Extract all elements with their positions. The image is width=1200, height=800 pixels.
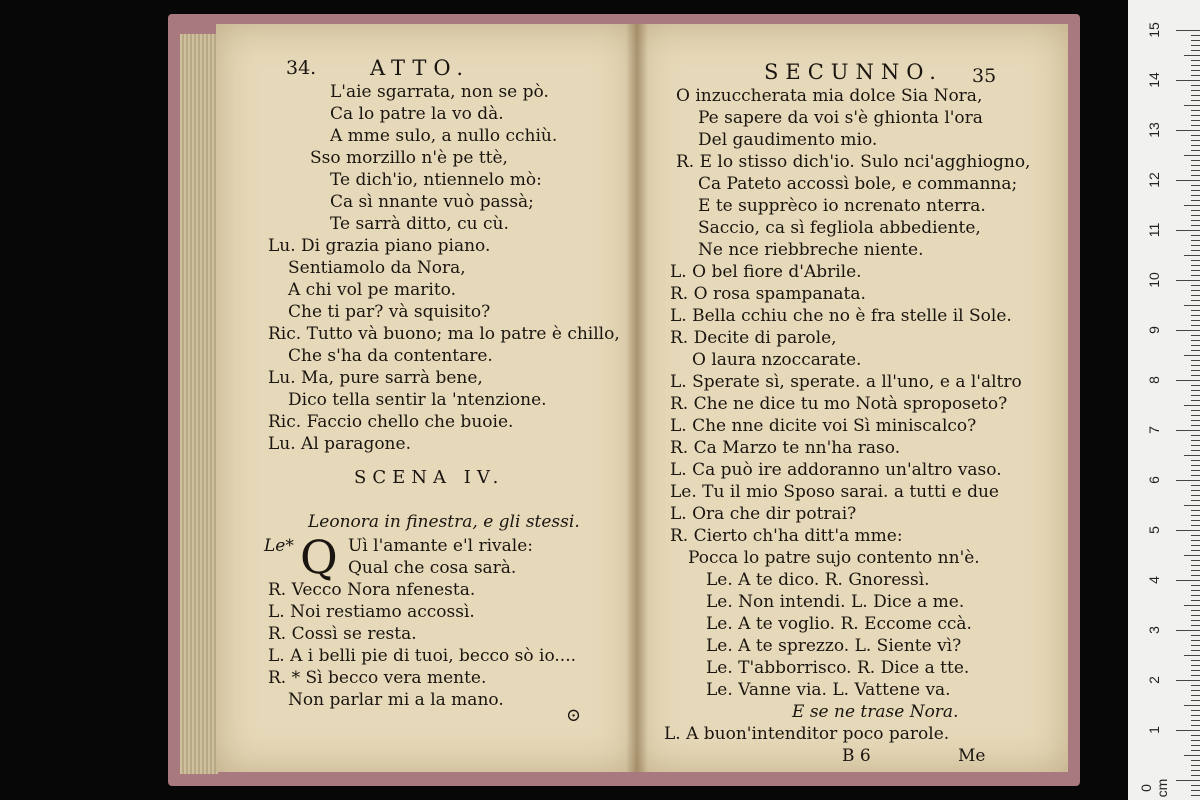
ruler-tick: [1191, 235, 1200, 236]
ruler-tick: [1191, 720, 1200, 721]
verse-line: Saccio, ca sì fegliola abbediente,: [698, 218, 981, 238]
verse-line: Le. A te sprezzo. L. Siente vì?: [706, 636, 962, 656]
ruler-label: 9: [1146, 326, 1162, 334]
verse-line: E te supprèco io ncrenato nterra.: [698, 196, 986, 216]
ruler-tick: [1191, 460, 1200, 461]
ruler-tick: [1191, 70, 1200, 71]
ruler-tick: [1191, 325, 1200, 326]
ruler-tick: [1191, 75, 1200, 76]
ruler-tick: [1191, 245, 1200, 246]
verse-line: R. O rosa spampanata.: [670, 284, 866, 304]
verse-line: R. * Sì becco vera mente.: [268, 668, 487, 688]
ruler-tick: [1191, 625, 1200, 626]
verse-line: R. Decite di parole,: [670, 328, 837, 348]
verse-line: L. Ora che dir potrai?: [670, 504, 857, 524]
ruler-tick: [1191, 300, 1200, 301]
ruler-tick: [1191, 210, 1200, 211]
ruler-tick: [1191, 145, 1200, 146]
verse-line: R. Che ne dice tu mo Notà sproposeto?: [670, 394, 1008, 414]
verse-line: R. Vecco Nora nfenesta.: [268, 580, 476, 600]
ruler-tick: [1191, 660, 1200, 661]
ruler-tick: [1191, 565, 1200, 566]
ruler-tick: [1191, 560, 1200, 561]
ruler-tick: [1191, 110, 1200, 111]
ruler-tick: [1191, 50, 1200, 51]
ruler-tick: [1191, 610, 1200, 611]
ruler-tick: [1191, 575, 1200, 576]
verse-line: R. E lo stisso dich'io. Sulo nci'agghiogno,: [676, 152, 1031, 172]
ruler-tick: [1191, 220, 1200, 221]
ruler-tick: [1191, 360, 1200, 361]
verse-line: Ca lo patre la vo dà.: [330, 104, 504, 124]
verse-line: L. A i belli pie di tuoi, becco sò io....: [268, 646, 577, 666]
ruler-tick: [1191, 60, 1200, 61]
ruler-label: 6: [1146, 476, 1162, 484]
ruler-tick: [1191, 700, 1200, 701]
page-number: 35: [972, 65, 997, 87]
ruler-tick: [1191, 790, 1200, 791]
signature-mark: B 6: [842, 746, 871, 766]
speaker-label: Le*: [264, 536, 294, 556]
ruler-tick: [1184, 305, 1200, 306]
ruler-tick: [1191, 265, 1200, 266]
ruler-tick: [1191, 115, 1200, 116]
ruler-tick: [1191, 170, 1200, 171]
ruler-tick: [1191, 200, 1200, 201]
verse-line: Pe sapere da voi s'è ghionta l'ora: [698, 108, 983, 128]
ruler-tick: [1191, 470, 1200, 471]
ruler-label: 1: [1146, 726, 1162, 734]
ruler-tick: [1176, 180, 1200, 181]
ruler-tick: [1191, 435, 1200, 436]
ruler-tick: [1184, 355, 1200, 356]
ruler-tick: [1191, 375, 1200, 376]
verse-line: L. Che nne dicite voi Sì miniscalco?: [670, 416, 977, 436]
right-page: [636, 24, 1068, 772]
page-number: 34.: [286, 57, 317, 79]
ruler-tick: [1184, 705, 1200, 706]
ruler-tick: [1191, 475, 1200, 476]
ruler-tick: [1191, 415, 1200, 416]
ruler-label: 5: [1146, 526, 1162, 534]
ruler-label: 0 cm: [1138, 778, 1170, 798]
ruler-label: 13: [1146, 122, 1162, 138]
ruler-tick: [1191, 615, 1200, 616]
verse-line: A chi vol pe marito.: [288, 280, 457, 300]
ruler-tick: [1176, 580, 1200, 581]
ruler-tick: [1184, 55, 1200, 56]
ruler-tick: [1191, 215, 1200, 216]
ruler-label: 14: [1146, 72, 1162, 88]
ruler-label: 8: [1146, 376, 1162, 384]
ruler-tick: [1184, 755, 1200, 756]
ruler-tick: [1184, 555, 1200, 556]
ruler-tick: [1191, 450, 1200, 451]
ruler-tick: [1191, 520, 1200, 521]
ruler-tick: [1191, 95, 1200, 96]
running-head: ATTO.: [370, 56, 471, 80]
ruler-label: 11: [1146, 222, 1162, 238]
ruler-tick: [1191, 685, 1200, 686]
ruler-tick: [1191, 295, 1200, 296]
verse-line: Uì l'amante e'l rivale:: [348, 536, 534, 556]
verse-line: Te sarrà ditto, cu cù.: [330, 214, 509, 234]
verse-line: R. Cierto ch'ha ditt'a mme:: [670, 526, 903, 546]
running-head: SECUNNO.: [764, 60, 943, 84]
ruler-tick: [1176, 80, 1200, 81]
ruler-tick: [1191, 620, 1200, 621]
ruler-tick: [1191, 675, 1200, 676]
ruler-tick: [1191, 525, 1200, 526]
ruler-tick: [1191, 195, 1200, 196]
ruler-tick: [1191, 350, 1200, 351]
verse-line: Che ti par? và squisito?: [288, 302, 491, 322]
measurement-ruler: [1128, 0, 1200, 800]
ruler-tick: [1191, 390, 1200, 391]
ruler-tick: [1191, 570, 1200, 571]
verse-line: Lu. Di grazia piano piano.: [268, 236, 491, 256]
ruler-tick: [1176, 680, 1200, 681]
ruler-tick: [1184, 405, 1200, 406]
verse-line: Ca Pateto accossì bole, e commanna;: [698, 174, 1018, 194]
verse-line: O inzuccherata mia dolce Sia Nora,: [676, 86, 983, 106]
verse-line: Qual che cosa sarà.: [348, 558, 517, 578]
ruler-tick: [1191, 120, 1200, 121]
ruler-tick: [1191, 135, 1200, 136]
left-page: [216, 24, 636, 772]
verse-line: R. Cossì se resta.: [268, 624, 417, 644]
ruler-tick: [1191, 550, 1200, 551]
ruler-tick: [1191, 445, 1200, 446]
ruler-tick: [1191, 745, 1200, 746]
ruler-tick: [1191, 260, 1200, 261]
ruler-tick: [1191, 385, 1200, 386]
ruler-tick: [1191, 535, 1200, 536]
verse-line: A mme sulo, a nullo cchiù.: [330, 126, 558, 146]
verse-line: Le. A te voglio. R. Eccome ccà.: [706, 614, 972, 634]
ruler-tick: [1191, 250, 1200, 251]
catchword: Me: [958, 746, 986, 766]
ruler-tick: [1191, 640, 1200, 641]
verse-line: Pocca lo patre sujo contento nn'è.: [688, 548, 980, 568]
ruler-tick: [1184, 105, 1200, 106]
ruler-tick: [1191, 585, 1200, 586]
ruler-tick: [1184, 155, 1200, 156]
ruler-tick: [1191, 190, 1200, 191]
verse-line: L. Ca può ire addoranno un'altro vaso.: [670, 460, 1002, 480]
ruler-tick: [1191, 420, 1200, 421]
ruler-tick: [1191, 600, 1200, 601]
ruler-tick: [1191, 345, 1200, 346]
ruler-tick: [1191, 590, 1200, 591]
ruler-tick: [1191, 670, 1200, 671]
ruler-tick: [1191, 240, 1200, 241]
ruler-tick: [1191, 65, 1200, 66]
ruler-tick: [1191, 125, 1200, 126]
ruler-tick: [1191, 285, 1200, 286]
verse-line: Che s'ha da contentare.: [288, 346, 493, 366]
ruler-tick: [1191, 770, 1200, 771]
ruler-tick: [1191, 395, 1200, 396]
ruler-tick: [1191, 775, 1200, 776]
ruler-tick: [1176, 630, 1200, 631]
verse-line: L. Sperate sì, sperate. a ll'uno, e a l'altro: [670, 372, 1022, 392]
ruler-tick: [1191, 710, 1200, 711]
ruler-tick: [1191, 440, 1200, 441]
ruler-tick: [1191, 370, 1200, 371]
ruler-tick: [1191, 725, 1200, 726]
verse-line: R. Ca Marzo te nn'ha raso.: [670, 438, 901, 458]
verse-line: Le. Vanne via. L. Vattene va.: [706, 680, 951, 700]
ornament-icon: ⊙: [566, 705, 582, 726]
stage-direction: E se ne trase Nora.: [792, 702, 959, 722]
ruler-tick: [1191, 290, 1200, 291]
scene-title: SCENA IV.: [354, 467, 505, 488]
ruler-tick: [1191, 695, 1200, 696]
ruler-tick: [1191, 735, 1200, 736]
ruler-label: 4: [1146, 576, 1162, 584]
ruler-label: 10: [1146, 272, 1162, 288]
ruler-tick: [1176, 780, 1200, 781]
ruler-tick: [1191, 645, 1200, 646]
verse-line: Non parlar mi a la mano.: [288, 690, 504, 710]
ruler-label: 2: [1146, 676, 1162, 684]
verse-line: L. O bel fiore d'Abrile.: [670, 262, 862, 282]
verse-line: Te dich'io, ntiennelo mò:: [330, 170, 542, 190]
ruler-tick: [1191, 595, 1200, 596]
ruler-tick: [1191, 490, 1200, 491]
ruler-tick: [1184, 505, 1200, 506]
verse-line: Le. A te dico. R. Gnoressì.: [706, 570, 930, 590]
ruler-tick: [1184, 455, 1200, 456]
verse-line: Lu. Ma, pure sarrà bene,: [268, 368, 483, 388]
verse-line: Ca sì nnante vuò passà;: [330, 192, 534, 212]
ruler-tick: [1191, 340, 1200, 341]
ruler-tick: [1176, 530, 1200, 531]
ruler-tick: [1191, 465, 1200, 466]
ruler-tick: [1191, 365, 1200, 366]
ruler-tick: [1191, 715, 1200, 716]
ruler-label: 15: [1146, 22, 1162, 38]
ruler-tick: [1191, 90, 1200, 91]
ruler-label: 3: [1146, 626, 1162, 634]
ruler-tick: [1176, 280, 1200, 281]
ruler-tick: [1191, 410, 1200, 411]
verse-line: Ne nce riebbreche niente.: [698, 240, 924, 260]
ruler-tick: [1191, 665, 1200, 666]
ruler-tick: [1184, 655, 1200, 656]
verse-line: Ric. Tutto và buono; ma lo patre è chillo,: [268, 324, 620, 344]
ruler-tick: [1191, 425, 1200, 426]
verse-line: Le. Non intendi. L. Dice a me.: [706, 592, 965, 612]
ruler-tick: [1191, 540, 1200, 541]
verse-line: Dico tella sentir la 'ntenzione.: [288, 390, 547, 410]
verse-line: O laura nzoccarate.: [692, 350, 862, 370]
ruler-tick: [1191, 740, 1200, 741]
ruler-tick: [1191, 225, 1200, 226]
verse-line: L. Noi restiamo accossì.: [268, 602, 475, 622]
verse-line: L. Bella cchiu che no è fra stelle il Sole.: [670, 306, 1012, 326]
ruler-tick: [1191, 500, 1200, 501]
page-edges: [180, 34, 218, 774]
ruler-tick: [1191, 795, 1200, 796]
ruler-tick: [1176, 330, 1200, 331]
ruler-tick: [1191, 510, 1200, 511]
ruler-tick: [1191, 765, 1200, 766]
ruler-tick: [1191, 35, 1200, 36]
ruler-tick: [1184, 205, 1200, 206]
ruler-tick: [1176, 480, 1200, 481]
ruler-tick: [1191, 160, 1200, 161]
ruler-tick: [1191, 635, 1200, 636]
gutter: [626, 24, 648, 772]
ruler-tick: [1191, 495, 1200, 496]
ruler-tick: [1191, 85, 1200, 86]
ruler-tick: [1191, 150, 1200, 151]
verse-line: Le. T'abborrisco. R. Dice a tte.: [706, 658, 970, 678]
verse-line: Le. Tu il mio Sposo sarai. a tutti e due: [670, 482, 999, 502]
verse-line: Sso morzillo n'è pe ttè,: [310, 148, 508, 168]
ruler-label: 7: [1146, 426, 1162, 434]
ruler-tick: [1184, 605, 1200, 606]
verse-line: L. A buon'intenditor poco parole.: [664, 724, 950, 744]
ruler-tick: [1191, 400, 1200, 401]
verse-line: L'aie sgarrata, non se pò.: [330, 82, 549, 102]
ruler-tick: [1191, 165, 1200, 166]
ruler-tick: [1176, 430, 1200, 431]
ruler-tick: [1191, 45, 1200, 46]
verse-line: Lu. Al paragone.: [268, 434, 411, 454]
ruler-tick: [1176, 730, 1200, 731]
ruler-tick: [1191, 335, 1200, 336]
ruler-tick: [1191, 750, 1200, 751]
ruler-tick: [1191, 140, 1200, 141]
ruler-tick: [1191, 310, 1200, 311]
ruler-tick: [1176, 30, 1200, 31]
ruler-tick: [1191, 760, 1200, 761]
ruler-tick: [1191, 315, 1200, 316]
drop-cap: Q: [300, 530, 338, 584]
ruler-tick: [1191, 100, 1200, 101]
verse-line: Del gaudimento mio.: [698, 130, 878, 150]
ruler-tick: [1176, 380, 1200, 381]
ruler-tick: [1191, 650, 1200, 651]
ruler-tick: [1191, 545, 1200, 546]
verse-line: Ric. Faccio chello che buoie.: [268, 412, 514, 432]
ruler-tick: [1191, 785, 1200, 786]
ruler-tick: [1191, 40, 1200, 41]
ruler-tick: [1191, 175, 1200, 176]
ruler-tick: [1176, 130, 1200, 131]
ruler-tick: [1191, 185, 1200, 186]
ruler-tick: [1191, 485, 1200, 486]
ruler-tick: [1176, 230, 1200, 231]
ruler-tick: [1191, 515, 1200, 516]
ruler-tick: [1191, 275, 1200, 276]
ruler-tick: [1191, 320, 1200, 321]
ruler-tick: [1191, 690, 1200, 691]
verse-line: Sentiamolo da Nora,: [288, 258, 466, 278]
ruler-tick: [1184, 255, 1200, 256]
ruler-tick: [1191, 270, 1200, 271]
ruler-label: 12: [1146, 172, 1162, 188]
stage-direction: Leonora in finestra, e gli stessi.: [308, 512, 580, 532]
